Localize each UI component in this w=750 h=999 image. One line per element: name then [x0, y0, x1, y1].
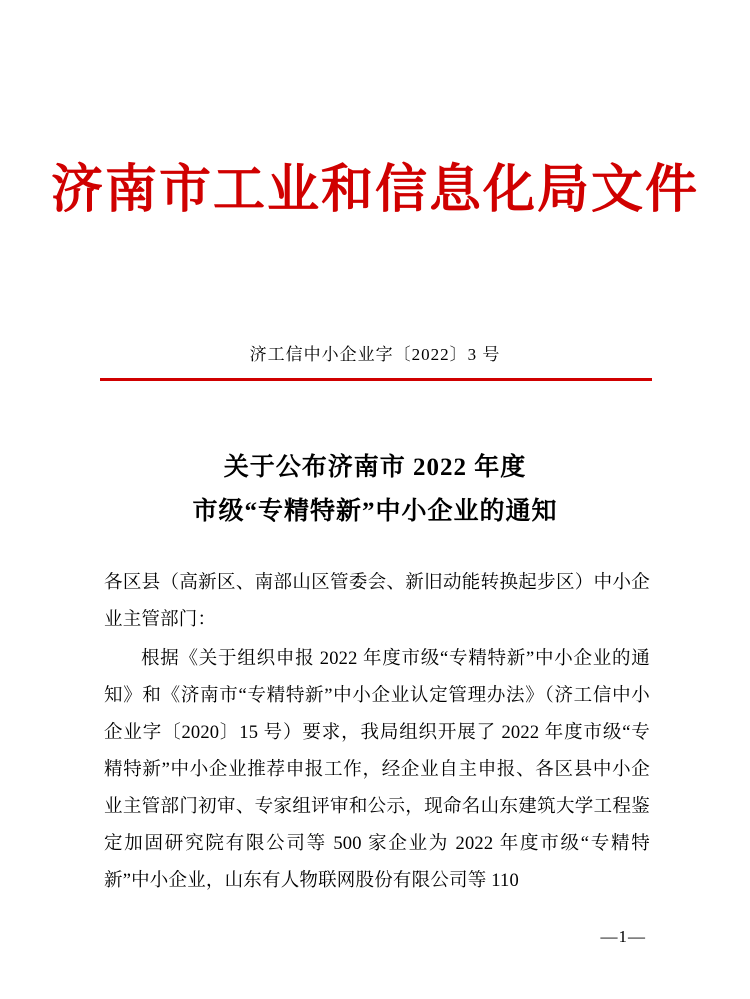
page-number: —1—: [600, 927, 646, 946]
red-divider-rule: [100, 378, 652, 381]
body-paragraph-main: 根据《关于组织申报 2022 年度市级“专精特新”中小企业的通知》和《济南市“专精特新”中小企业认定管理办法》（济工信中小企业字〔2020〕15 号）要求，我局组织开展了 2022 年度市级“专精特新”中小企业推荐申报工作，经企业自主申报、各区县中小企业主管部门初审、专家组评审和公示，现命名山东建筑大学工程鉴定加固研究院有限公司等 500 家企业为 2022 年度市级“专精特新”中小企业，山东有人物联网股份有限公司等 110: [104, 649, 650, 891]
masthead-title: 济南市工业和信息化局文件: [50, 162, 699, 219]
document-title: [0, 446, 750, 534]
document-number: 济工信中小企业字〔2022〕3 号: [249, 345, 501, 364]
body-paragraph-salutation: 各区县（高新区、南部山区管委会、新旧动能转换起步区）中小企业主管部门：: [104, 573, 650, 630]
masthead: [0, 160, 750, 222]
document-body: [104, 565, 650, 902]
title-line-1: 关于公布济南市 2022 年度: [223, 454, 527, 481]
title-line-2: 市级“专精特新”中小企业的通知: [192, 497, 558, 525]
